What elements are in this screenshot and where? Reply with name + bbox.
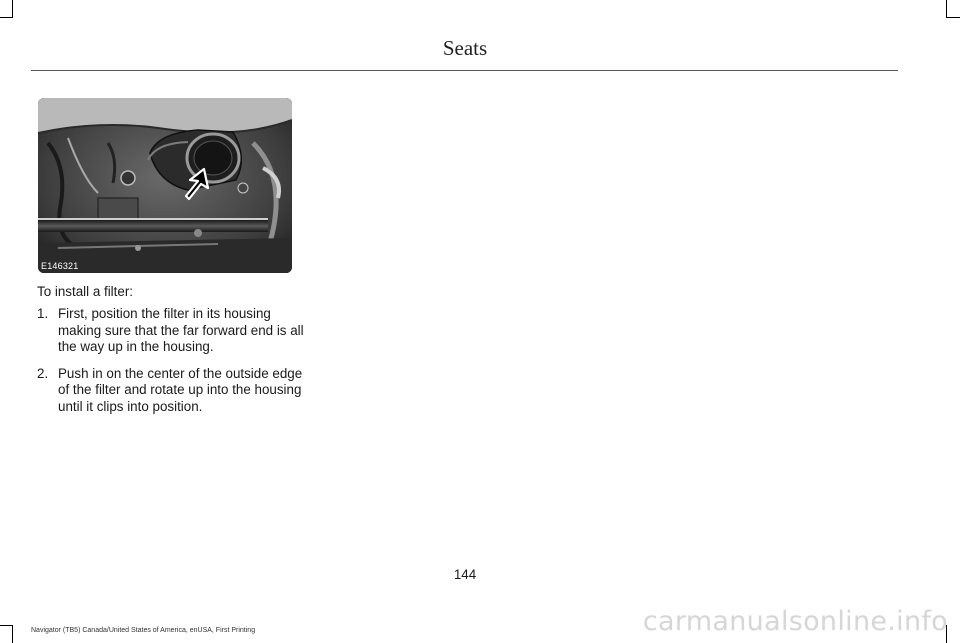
crop-mark: [946, 17, 960, 18]
crop-mark: [0, 625, 13, 626]
step-text: Push in on the center of the outside edge of the filter and rotate up into the housing until it clips into position.: [58, 365, 303, 414]
page-title: Seats: [442, 36, 488, 60]
watermark: carmanualsonline.info: [642, 606, 948, 637]
step-text: First, position the filter in its housing making sure that the far forward end is all the way up in the housing.: [58, 306, 304, 354]
step-number: 1.: [37, 306, 49, 321]
cabin-filter-illustration: [38, 98, 292, 273]
footer-text: Navigator (TB5) Canada/United States of America, enUSA, First Printing: [31, 627, 256, 634]
step-number: 2.: [37, 365, 49, 381]
figure-code: E146321: [41, 261, 79, 271]
crop-mark: [12, 0, 13, 18]
illustration-graphic: [38, 98, 292, 273]
list-item: [37, 306, 307, 356]
install-steps: [37, 306, 307, 425]
crop-mark: [12, 625, 13, 643]
header-divider: [31, 70, 898, 71]
crop-mark: [946, 0, 947, 18]
intro-text: To install a filter:: [37, 284, 134, 299]
page-number: 144: [453, 567, 477, 582]
crop-mark: [0, 17, 13, 18]
list-item: [37, 366, 307, 416]
